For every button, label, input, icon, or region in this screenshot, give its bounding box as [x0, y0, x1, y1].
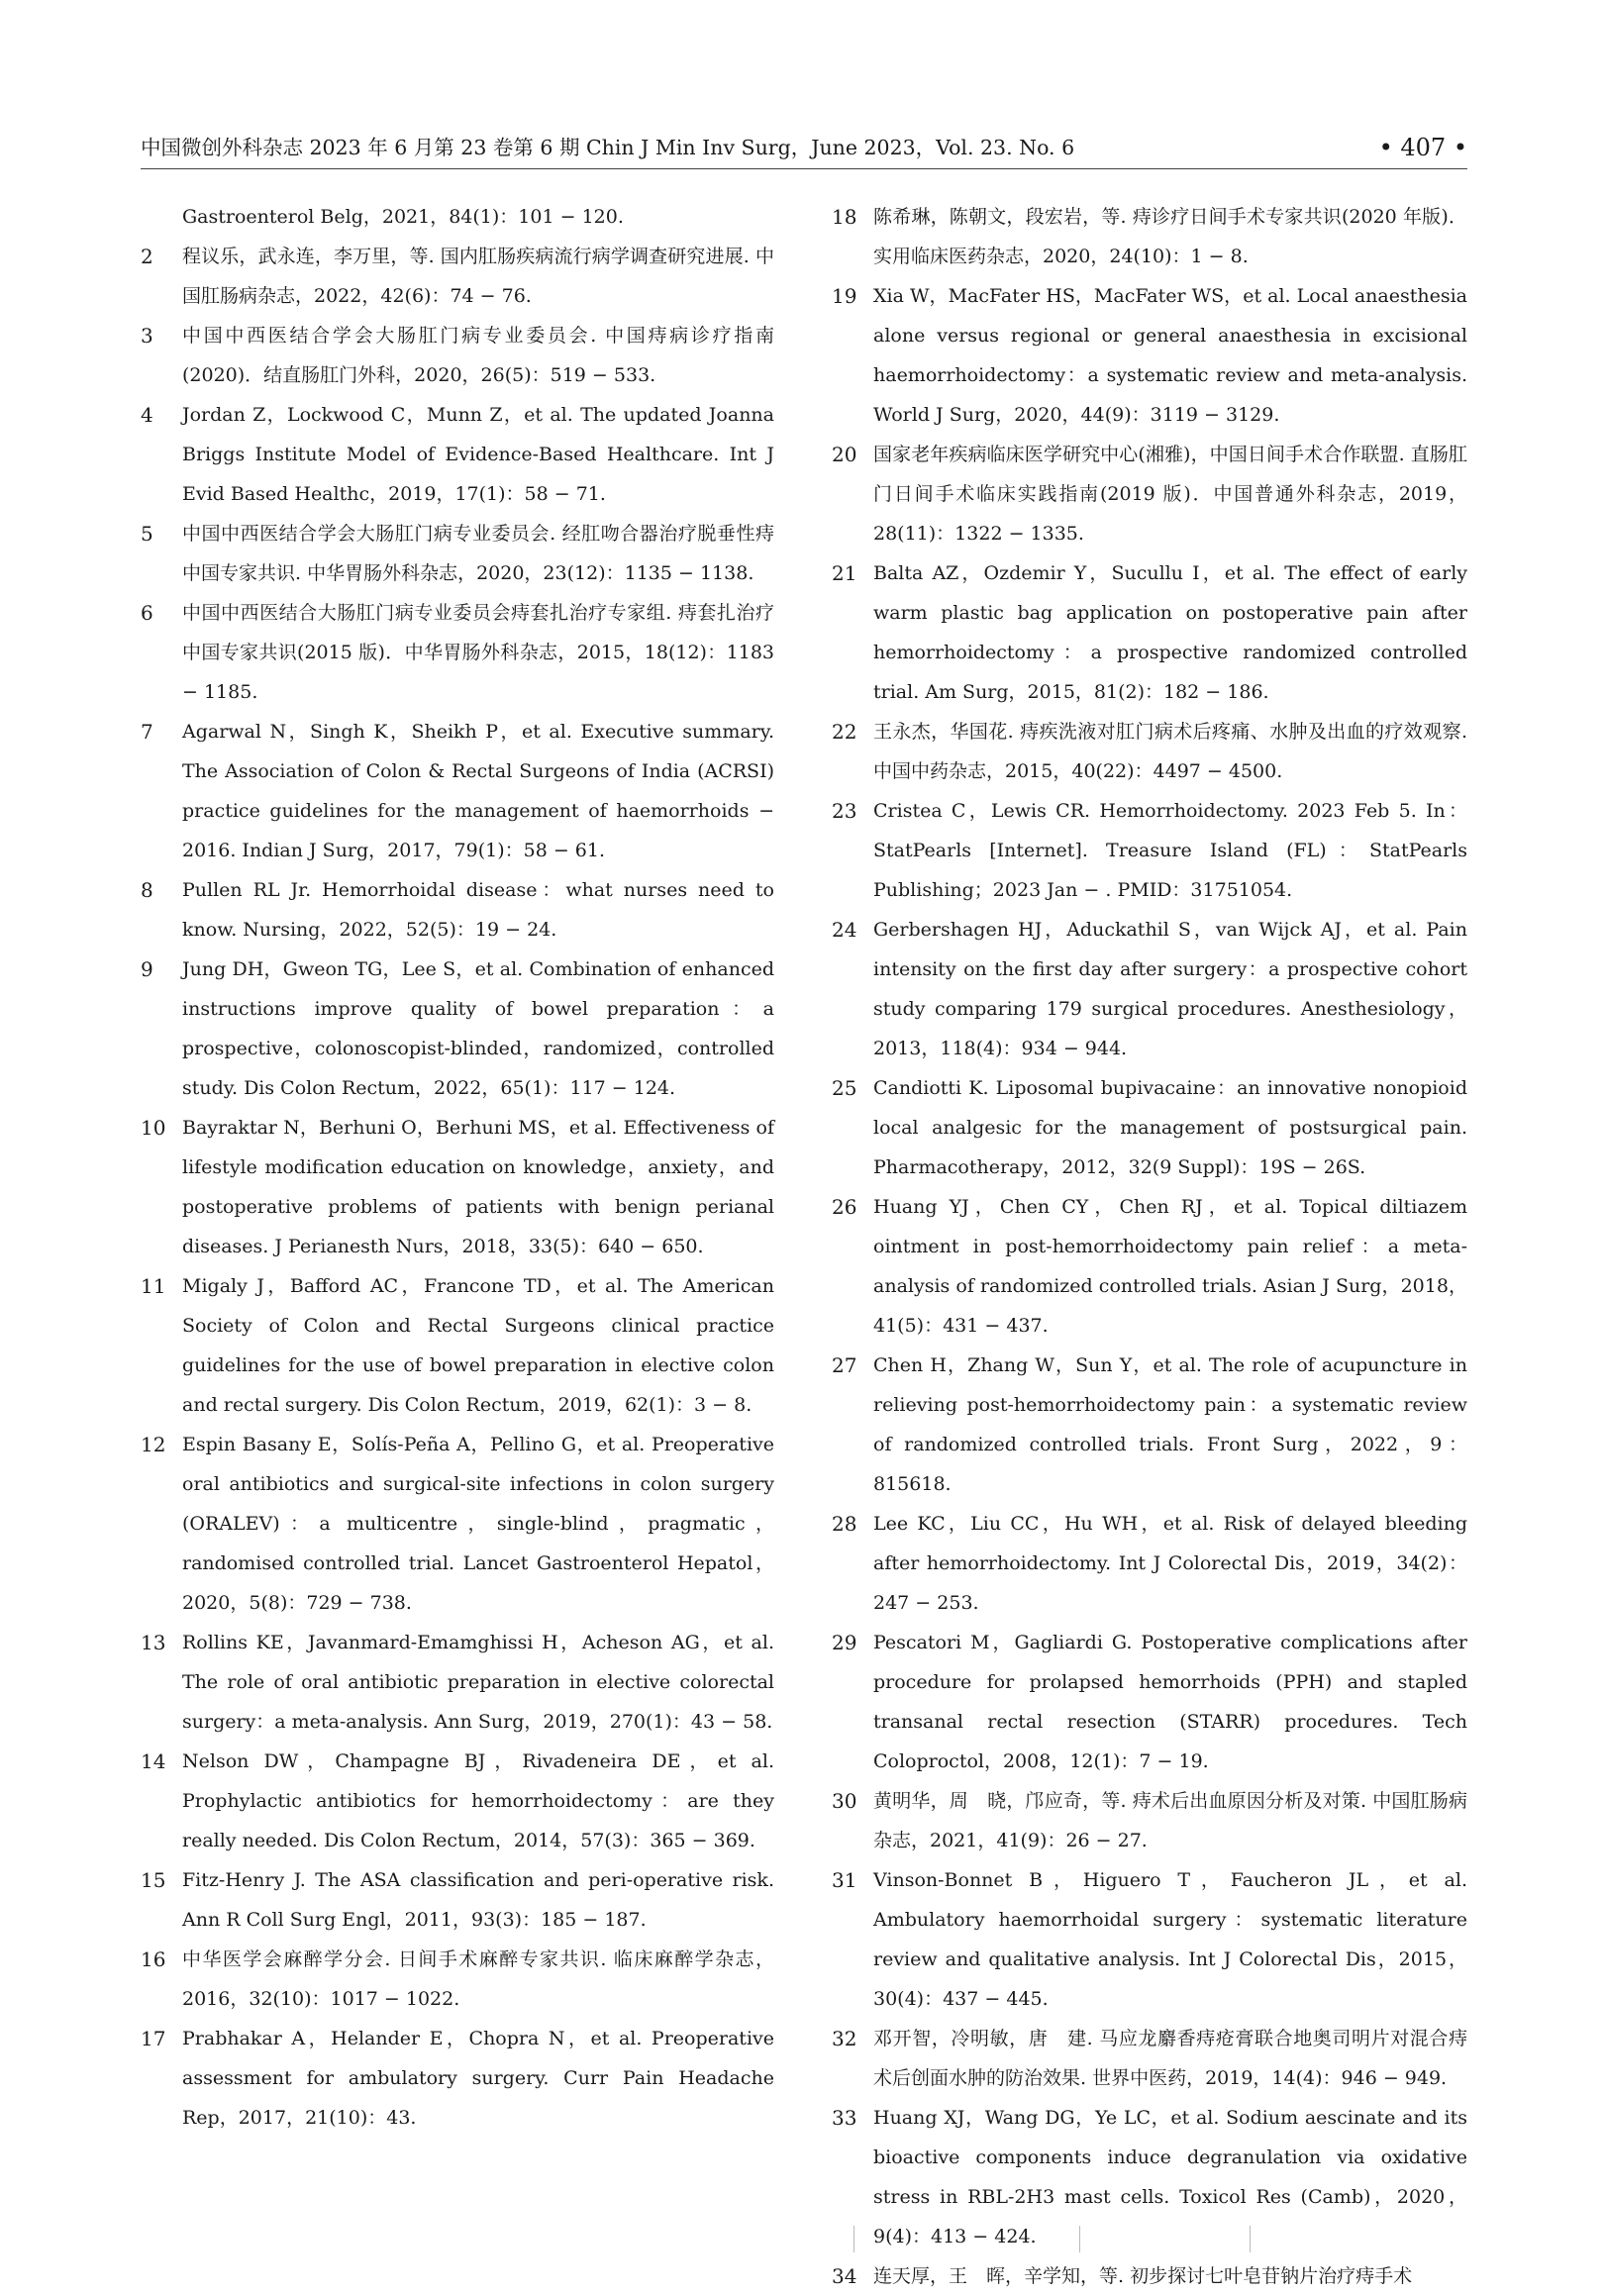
reference-item	[141, 593, 774, 712]
reference-number: 9	[141, 957, 153, 981]
reference-number: 6	[141, 601, 153, 625]
reference-item	[141, 870, 774, 949]
reference-item	[832, 435, 1467, 553]
reference-text: Espin Basany E，Solís-Peña A，Pellino G，et al. Preoperative oral antibiotics and surgical-site infections in colon surgery (ORALEV)：a multicentre，single-blind，pragmatic，randomised controlled trial. Lancet Gastroenterol Hepatol，2020，5(8)：729 − 738.	[182, 1434, 774, 1614]
journal-citation: 中国微创外科杂志 2023 年 6 月第 23 卷第 6 期 Chin J Min Inv Surg，June 2023，Vol. 23. No. 6	[141, 136, 1075, 159]
references-left-column	[141, 197, 774, 2138]
reference-text: Huang XJ，Wang DG，Ye LC，et al. Sodium aescinate and its bioactive components induce degranulation via oxidative stress in RBL-2H3 mast cells. Toxicol Res (Camb)，2020，9(4)：413 − 424.	[873, 2107, 1467, 2247]
crop-mark	[1079, 2226, 1080, 2252]
reference-number: 3	[141, 324, 153, 348]
reference-number: 22	[832, 720, 857, 744]
reference-number: 26	[832, 1195, 857, 1219]
reference-item	[141, 514, 774, 593]
reference-text: Huang YJ，Chen CY，Chen RJ，et al. Topical diltiazem ointment in post-hemorrhoidectomy pain relief：a meta-analysis of randomized controlled trials. Asian J Surg，2018，41(5)：431 − 437.	[873, 1196, 1467, 1337]
reference-text: Pescatori M，Gagliardi G. Postoperative complications after procedure for prolapsed hemorrhoids (PPH) and stapled transanal rectal resection (STARR) procedures. Tech Coloproctol，2008，12(1)：7 − 19.	[873, 1632, 1467, 1772]
reference-number: 21	[832, 561, 857, 585]
reference-text: Vinson-Bonnet B，Higuero T，Faucheron JL，et al. Ambulatory haemorrhoidal surgery：systematic literature review and qualitative analysis. Int J Colorectal Dis，2015，30(4)：437 − 445.	[873, 1869, 1467, 2010]
reference-item	[141, 949, 774, 1108]
reference-item	[832, 276, 1467, 435]
crop-marks	[0, 2226, 1606, 2252]
page-number: • 407 •	[1378, 134, 1467, 161]
reference-item	[832, 1346, 1467, 1504]
reference-text: 中国中西医结合学会大肠肛门病专业委员会. 经肛吻合器治疗脱垂性痔中国专家共识. 中华胃肠外科杂志，2020，23(12)：1135 − 1138.	[182, 523, 774, 584]
reference-text: 中国中西医结合学会大肠肛门病专业委员会. 中国痔病诊疗指南(2020)．结直肠肛门外科，2020，26(5)：519 − 533.	[182, 325, 774, 386]
reference-list-right	[832, 197, 1467, 2296]
reference-text: 连天厚，王 晖，辛学知，等. 初步探讨七叶皂苷钠片治疗痔手术	[873, 2265, 1413, 2287]
crop-mark	[853, 2226, 854, 2252]
reference-item	[832, 1860, 1467, 2019]
reference-text: 程议乐，武永连，李万里，等. 国内肛肠疾病流行病学调查研究进展. 中国肛肠病杂志，2022，42(6)：74 − 76.	[182, 246, 774, 307]
references-right-column	[832, 197, 1467, 2296]
reference-text: Cristea C，Lewis CR. Hemorrhoidectomy. 2023 Feb 5. In：StatPearls [Internet]. Treasure Island (FL)：StatPearls Publishing；2023 Jan − . PMID：31751054.	[873, 800, 1467, 901]
reference-text: Agarwal N，Singh K，Sheikh P，et al. Executive summary. The Association of Colon & Rectal Surgeons of India (ACRSI) practice guidelines for the management of haemorrhoids − 2016. Indian J Surg，2017，79(1)：58 − 61.	[182, 721, 774, 861]
reference-number: 5	[141, 522, 153, 546]
reference-item	[832, 553, 1467, 712]
reference-number: 29	[832, 1631, 857, 1654]
reference-number: 28	[832, 1512, 857, 1536]
reference-item	[141, 1108, 774, 1266]
reference-number: 16	[141, 1947, 166, 1971]
reference-item	[141, 1742, 774, 1860]
reference-text: Fitz-Henry J. The ASA classification and peri-operative risk. Ann R Coll Surg Engl，2011，93(3)：185 − 187.	[182, 1869, 774, 1931]
reference-number: 32	[832, 2027, 857, 2050]
reference-item	[832, 791, 1467, 910]
reference-text: Pullen RL Jr. Hemorrhoidal disease：what nurses need to know. Nursing，2022，52(5)：19 − 24.	[182, 879, 774, 941]
reference-item	[141, 712, 774, 870]
reference-item	[832, 712, 1467, 791]
reference-number: 24	[832, 918, 857, 942]
reference-number: 33	[832, 2106, 857, 2130]
reference-continuation: Gastroenterol Belg，2021，84(1)：101 − 120.	[182, 206, 624, 228]
reference-item	[141, 1425, 774, 1623]
reference-number: 27	[832, 1353, 857, 1377]
running-header	[141, 131, 1467, 164]
reference-item	[832, 1068, 1467, 1187]
reference-number: 8	[141, 878, 153, 902]
reference-text: 黄明华，周 晓，邝应奇，等. 痔术后出血原因分析及对策. 中国肛肠病杂志，2021，41(9)：26 − 27.	[873, 1790, 1467, 1851]
reference-text: Balta AZ，Ozdemir Y，Sucullu I，et al. The effect of early warm plastic bag application on postoperative pain after hemorrhoidectomy：a prospective randomized controlled trial. Am Surg，2015，81(2)：182 − 186.	[873, 562, 1467, 703]
reference-number: 19	[832, 284, 857, 308]
reference-item	[141, 395, 774, 514]
reference-number: 4	[141, 403, 153, 427]
reference-number: 31	[832, 1868, 857, 1892]
reference-text: 中华医学会麻醉学分会. 日间手术麻醉专家共识. 临床麻醉学杂志，2016，32(10)：1017 − 1022.	[182, 1948, 774, 2010]
reference-item	[832, 2019, 1467, 2098]
reference-text: 王永杰，华国花. 痔疾洗液对肛门病术后疼痛、水肿及出血的疗效观察. 中国中药杂志，2015，40(22)：4497 − 4500.	[873, 721, 1467, 782]
reference-item	[141, 1623, 774, 1742]
reference-number: 15	[141, 1868, 166, 1892]
reference-text: Rollins KE，Javanmard-Emamghissi H，Acheson AG，et al. The role of oral antibiotic preparation in elective colorectal surgery：a meta-analysis. Ann Surg，2019，270(1)：43 − 58.	[182, 1632, 774, 1733]
reference-text: Bayraktar N，Berhuni O，Berhuni MS，et al. Effectiveness of lifestyle modification education on knowledge，anxiety，and postoperative problems of patients with benign perianal diseases. J Perianesth Nurs，2018，33(5)：640 − 650.	[182, 1117, 774, 1257]
reference-text: Candiotti K. Liposomal bupivacaine：an innovative nonopioid local analgesic for the management of postsurgical pain. Pharmacotherapy，2012，32(9 Suppl)：19S − 26S.	[873, 1077, 1467, 1178]
reference-text: Gerbershagen HJ，Aduckathil S，van Wijck AJ，et al. Pain intensity on the first day after surgery：a prospective cohort study comparing 179 surgical procedures. Anesthesiology，2013，118(4)：934 − 944.	[873, 919, 1467, 1059]
reference-item	[832, 197, 1467, 276]
reference-text: Prabhakar A，Helander E，Chopra N，et al. Preoperative assessment for ambulatory surgery. Curr Pain Headache Rep，2017，21(10)：43.	[182, 2028, 774, 2129]
reference-text: Chen H，Zhang W，Sun Y，et al. The role of acupuncture in relieving post-hemorrhoidectomy pain：a systematic review of randomized controlled trials. Front Surg，2022，9：815618.	[873, 1354, 1467, 1495]
reference-number: 25	[832, 1076, 857, 1100]
reference-number: 34	[832, 2264, 857, 2288]
reference-item	[832, 1623, 1467, 1781]
reference-number: 23	[832, 799, 857, 823]
header-rule	[141, 168, 1467, 169]
reference-item	[141, 2019, 774, 2138]
reference-number: 7	[141, 720, 153, 744]
reference-item	[832, 1187, 1467, 1346]
crop-mark	[1250, 2226, 1251, 2252]
reference-item	[141, 1940, 774, 2019]
reference-item	[832, 910, 1467, 1068]
reference-item	[832, 1781, 1467, 1860]
reference-number: 13	[141, 1631, 166, 1654]
reference-number: 12	[141, 1433, 166, 1456]
reference-text: Jung DH，Gweon TG，Lee S，et al. Combination of enhanced instructions improve quality of bowel preparation：a prospective，colonoscopist-blinded，randomized，controlled study. Dis Colon Rectum，2022，65(1)：117 − 124.	[182, 958, 774, 1099]
reference-number: 30	[832, 1789, 857, 1813]
reference-number: 17	[141, 2027, 166, 2050]
reference-number: 18	[832, 205, 857, 229]
reference-text: 中国中西医结合大肠肛门病专业委员会痔套扎治疗专家组. 痔套扎治疗中国专家共识(2015 版)．中华胃肠外科杂志，2015，18(12)：1183 − 1185.	[182, 602, 774, 703]
reference-number: 2	[141, 245, 153, 268]
reference-number: 14	[141, 1749, 166, 1773]
reference-item	[141, 1860, 774, 1940]
reference-text: 陈希琳，陈朝文，段宏岩，等. 痔诊疗日间手术专家共识(2020 年版)．实用临床医药杂志，2020，24(10)：1 − 8.	[873, 206, 1467, 267]
reference-list-left	[141, 237, 774, 2138]
reference-text: Migaly J，Bafford AC，Francone TD，et al. The American Society of Colon and Rectal Surgeons clinical practice guidelines for the use of bowel preparation in elective colon and rectal surgery. Dis Colon Rectum，2019，62(1)：3 − 8.	[182, 1275, 774, 1416]
reference-text: 国家老年疾病临床医学研究中心(湘雅)，中国日间手术合作联盟. 直肠肛门日间手术临床实践指南(2019 版)．中国普通外科杂志，2019，28(11)：1322 − 1335.	[873, 444, 1467, 545]
reference-text: Lee KC，Liu CC，Hu WH，et al. Risk of delayed bleeding after hemorrhoidectomy. Int J Colorectal Dis，2019，34(2)：247 − 253.	[873, 1513, 1467, 1614]
reference-number: 10	[141, 1116, 166, 1140]
reference-item	[832, 2256, 1467, 2296]
reference-text: Xia W，MacFater HS，MacFater WS，et al. Local anaesthesia alone versus regional or general anaesthesia in excisional haemorrhoidectomy：a systematic review and meta-analysis. World J Surg，2020，44(9)：3119 − 3129.	[873, 285, 1467, 426]
reference-text: Jordan Z，Lockwood C，Munn Z，et al. The updated Joanna Briggs Institute Model of Evidence-Based Healthcare. Int J Evid Based Healthc，2019，17(1)：58 − 71.	[182, 404, 774, 505]
reference-item	[141, 316, 774, 395]
reference-item	[141, 237, 774, 316]
reference-text: Nelson DW，Champagne BJ，Rivadeneira DE，et al. Prophylactic antibiotics for hemorrhoidectomy：are they really needed. Dis Colon Rectum，2014，57(3)：365 − 369.	[182, 1750, 774, 1851]
reference-item	[832, 1504, 1467, 1623]
reference-number: 20	[832, 443, 857, 466]
reference-item	[141, 1266, 774, 1425]
reference-text: 邓开智，冷明敏，唐 建. 马应龙麝香痔疮膏联合地奥司明片对混合痔术后创面水肿的防治效果. 世界中医药，2019，14(4)：946 − 949.	[873, 2028, 1467, 2089]
reference-number: 11	[141, 1274, 166, 1298]
